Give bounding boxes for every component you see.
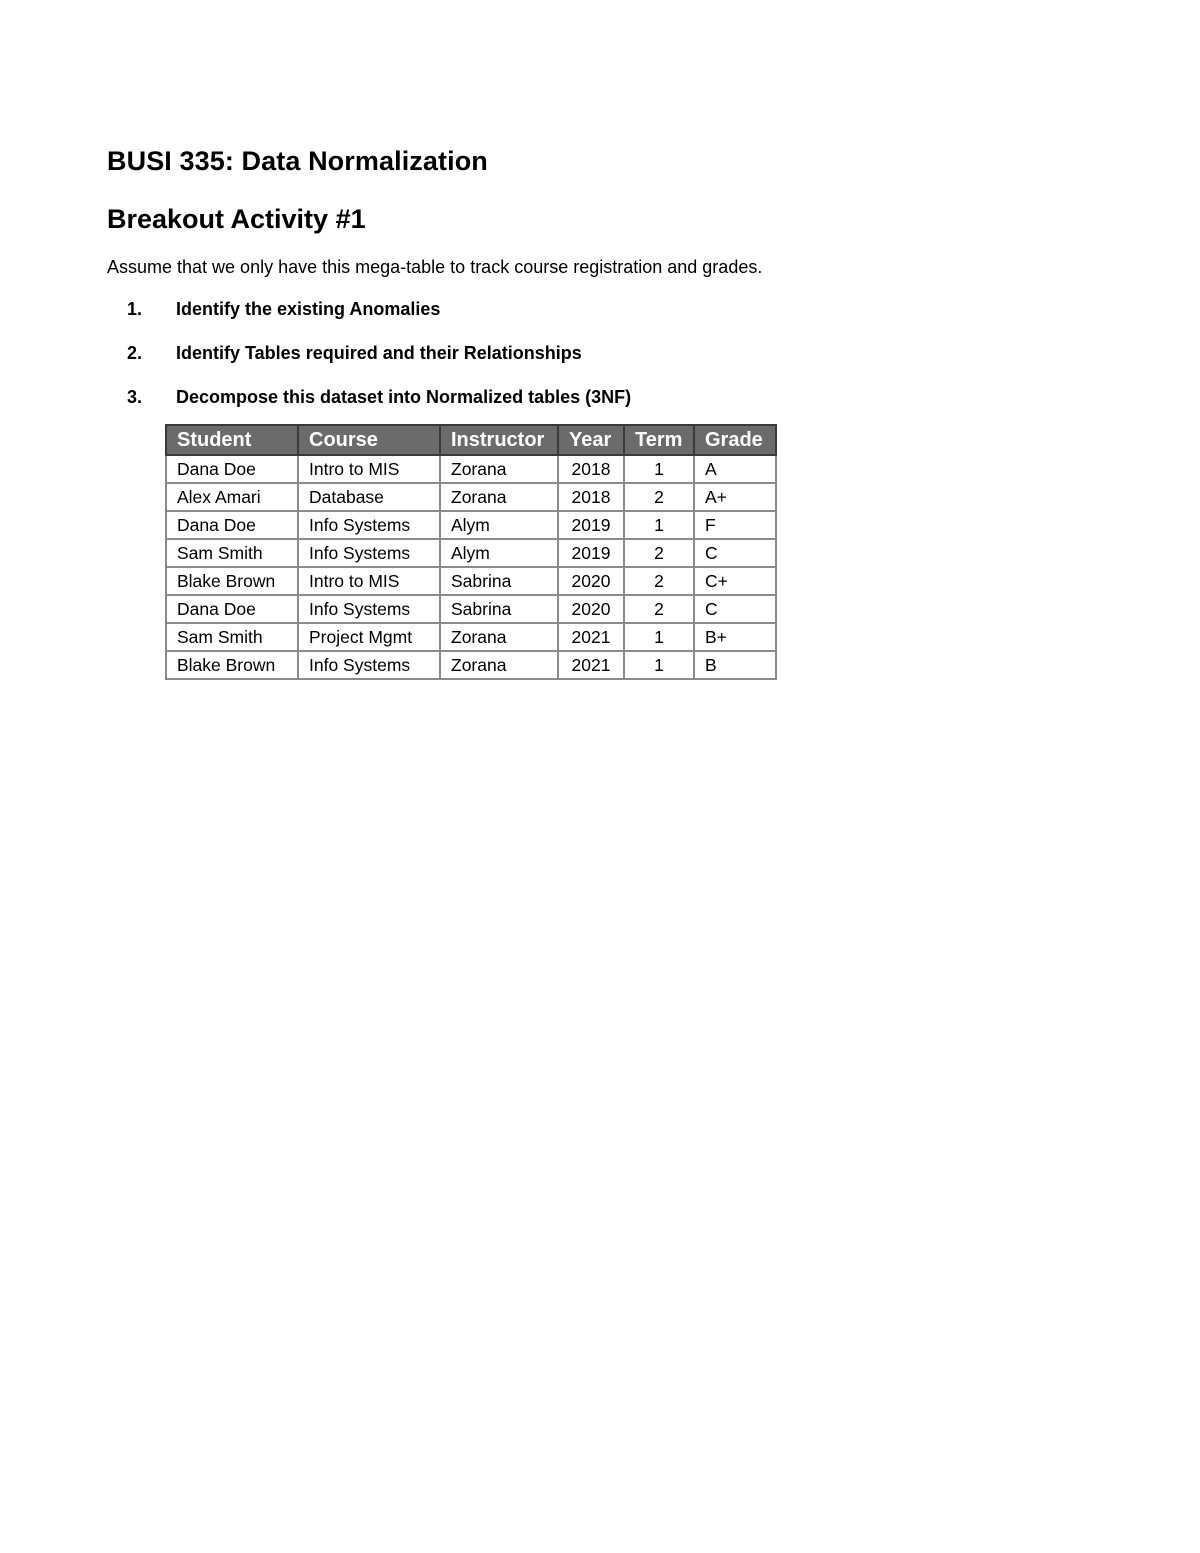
cell-year: 2019 — [558, 539, 624, 567]
cell-year: 2018 — [558, 455, 624, 483]
cell-course: Info Systems — [298, 539, 440, 567]
cell-instructor: Sabrina — [440, 567, 558, 595]
cell-student: Sam Smith — [166, 623, 298, 651]
cell-student: Blake Brown — [166, 567, 298, 595]
cell-year: 2020 — [558, 567, 624, 595]
cell-grade: C — [694, 595, 776, 623]
cell-course: Intro to MIS — [298, 567, 440, 595]
table-row — [166, 455, 776, 483]
cell-student: Sam Smith — [166, 539, 298, 567]
cell-year: 2021 — [558, 651, 624, 679]
cell-instructor: Sabrina — [440, 595, 558, 623]
cell-year: 2020 — [558, 595, 624, 623]
registration-table — [165, 424, 777, 680]
task-text: Identify the existing Anomalies — [176, 299, 441, 319]
task-number: 2. — [126, 343, 142, 363]
cell-course: Project Mgmt — [298, 623, 440, 651]
cell-course: Info Systems — [298, 651, 440, 679]
cell-term: 2 — [624, 567, 694, 595]
task-number: 1. — [126, 299, 142, 319]
cell-term: 2 — [624, 483, 694, 511]
cell-grade: C+ — [694, 567, 776, 595]
cell-grade: A — [694, 455, 776, 483]
task-number: 3. — [126, 387, 142, 407]
table-row — [166, 623, 776, 651]
cell-term: 1 — [624, 651, 694, 679]
header-student: Student — [166, 425, 298, 455]
header-year: Year — [558, 425, 624, 455]
cell-term: 2 — [624, 539, 694, 567]
cell-course: Info Systems — [298, 595, 440, 623]
document-subtitle: Breakout Activity #1 — [107, 204, 366, 234]
cell-student: Blake Brown — [166, 651, 298, 679]
cell-instructor: Zorana — [440, 623, 558, 651]
cell-year: 2018 — [558, 483, 624, 511]
table-header-row — [166, 425, 776, 455]
cell-grade: B — [694, 651, 776, 679]
table-row — [166, 511, 776, 539]
table-row — [166, 539, 776, 567]
cell-instructor: Alym — [440, 511, 558, 539]
cell-student: Dana Doe — [166, 455, 298, 483]
table-row — [166, 567, 776, 595]
cell-student: Alex Amari — [166, 483, 298, 511]
header-term: Term — [624, 425, 694, 455]
table-row — [166, 595, 776, 623]
cell-course: Info Systems — [298, 511, 440, 539]
task-item — [107, 340, 1107, 366]
document-title: BUSI 335: Data Normalization — [107, 146, 488, 176]
task-item — [107, 296, 1107, 322]
task-list — [107, 296, 1107, 410]
table-body — [166, 455, 776, 679]
cell-grade: F — [694, 511, 776, 539]
cell-instructor: Zorana — [440, 483, 558, 511]
cell-grade: B+ — [694, 623, 776, 651]
cell-term: 2 — [624, 595, 694, 623]
cell-student: Dana Doe — [166, 511, 298, 539]
header-instructor: Instructor — [440, 425, 558, 455]
cell-grade: A+ — [694, 483, 776, 511]
cell-course: Intro to MIS — [298, 455, 440, 483]
cell-term: 1 — [624, 511, 694, 539]
header-grade: Grade — [694, 425, 776, 455]
cell-year: 2019 — [558, 511, 624, 539]
cell-grade: C — [694, 539, 776, 567]
cell-instructor: Alym — [440, 539, 558, 567]
table-row — [166, 483, 776, 511]
cell-instructor: Zorana — [440, 455, 558, 483]
cell-student: Dana Doe — [166, 595, 298, 623]
cell-term: 1 — [624, 623, 694, 651]
task-text: Decompose this dataset into Normalized tables (3NF) — [176, 387, 632, 407]
table-row — [166, 651, 776, 679]
intro-text: Assume that we only have this mega-table to track course registration and grades. — [107, 257, 763, 277]
header-course: Course — [298, 425, 440, 455]
cell-year: 2021 — [558, 623, 624, 651]
task-item — [107, 384, 1107, 410]
task-text: Identify Tables required and their Relationships — [176, 343, 582, 363]
cell-course: Database — [298, 483, 440, 511]
cell-instructor: Zorana — [440, 651, 558, 679]
page-content — [107, 140, 1107, 680]
cell-term: 1 — [624, 455, 694, 483]
